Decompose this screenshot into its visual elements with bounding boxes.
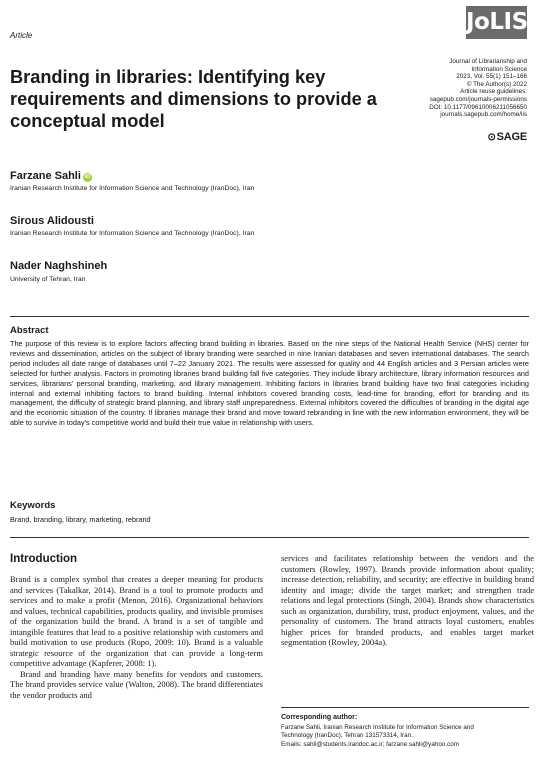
keywords-heading: Keywords: [10, 500, 56, 511]
body-paragraph: Brand is a complex symbol that creates a deeper meaning for products and services (Takalkar, 2014). Brand is a tool to promote products and services and to make a profit (Menon, 2016). Organizational behaviors and values, technical capabilities, products quality, and invisible promises of the organization build the brand. A brand is a set of tangible and intangible features that lead to a positive relationship with customers and build motivation to use products (Ropo, 2009: 10). Brand is a valuable strategic resource of the organization that can provide a long-term competitive advantage (Kapferer, 2008: 1).: [10, 574, 263, 669]
journal-home-link[interactable]: journals.sagepub.com/home/lis: [440, 111, 527, 119]
journal-info-line: Information Science: [471, 65, 527, 73]
doi-link[interactable]: DOI: 10.1177/09610006211056650: [429, 103, 527, 111]
corresponding-rule: [281, 707, 529, 708]
article-type-label: Article: [10, 31, 33, 40]
introduction-heading: Introduction: [10, 553, 78, 565]
corresponding-author-label: Corresponding author:: [281, 714, 358, 721]
abstract-text: The purpose of this review is to explore factors affecting brand building in libraries. Based on the nine steps of the National Health Service (NHS) center for reviews and dissemination, articles on the subject of library branding were searched in nine Iranian databases and seven international databases. The search period includes all date range of databases until 7–22 January 2021. The results were assessed for quality and 44 English articles and 3 Persian articles were selected for further analysis. Factors in promoting libraries brand building fall five categories. They include library architecture, library information resources and services, librarians' personal branding, marketing, and library management. Inhibiting factors in libraries brand building have two final categories including internal and external inhibiting factors to brand building. Internal inhibitors covered branding costs, lead-time for branding, effort for branding and its management, the difficulty of strategic brand planning, and library staff unpreparedness. External inhibitors covered the difficulties of branding in the digital age and the economic situation of the country. If libraries manage their brand and move toward rebranding in line with the new information environment, they will be able to survive in today's competitive world and build their true value in relationship with users.: [10, 339, 529, 428]
author-name: Sirous Alidousti: [10, 215, 94, 227]
journal-info-line: Article reuse guidelines:: [460, 88, 527, 96]
corresponding-line: Farzane Sahli, Iranian Research Institute for Information Science and: [281, 724, 474, 731]
journal-logo: JoLIS: [466, 6, 527, 39]
corresponding-line: Technology (IranDoc), Tehran 131573314, Iran.: [281, 732, 413, 740]
body-column-right: [281, 553, 534, 648]
corresponding-email[interactable]: Emails: sahli@students.irandoc.ac.ir; farzane.sahli@yahoo.com: [281, 740, 459, 748]
keywords-bottom-rule: [10, 537, 529, 538]
journal-info-line: Journal of Librarianship and: [449, 58, 527, 65]
orcid-icon[interactable]: iD: [84, 174, 91, 180]
author-name-text: Farzane Sahli: [10, 170, 81, 182]
body-paragraph: Brand and branding have many benefits for vendors and customers. The brand provides service value (Walton, 2008). The brand differentiates the vendor products and: [10, 668, 263, 701]
permissions-link[interactable]: sagepub.com/journals-permissions: [429, 95, 527, 103]
publisher-logo-text: SAGE: [496, 131, 527, 143]
author-name: Nader Naghshineh: [10, 260, 108, 272]
journal-info: [357, 58, 527, 119]
body-column-left: [10, 574, 263, 701]
author-name: [10, 170, 92, 182]
corresponding-author-details: [281, 724, 531, 749]
keywords-text: Brand, branding, library, marketing, rebrand: [10, 515, 151, 524]
author-affiliation: Iranian Research Institute for Information Science and Technology (IranDoc), Iran: [10, 185, 255, 192]
author-affiliation: Iranian Research Institute for Information Science and Technology (IranDoc), Iran: [10, 230, 255, 237]
abstract-heading: Abstract: [10, 325, 49, 336]
article-title: Branding in libraries: Identifying key requirements and dimensions to provide a conceptual model: [10, 67, 377, 131]
journal-info-line: © The Author(s) 2022: [466, 80, 527, 88]
author-affiliation: University of Tehran, Iran: [10, 276, 86, 283]
sage-circle-icon: ⊙: [487, 132, 496, 143]
publisher-logo: [487, 131, 527, 143]
abstract-top-rule: [10, 316, 529, 317]
body-paragraph: services and facilitates relationship between the vendors and the customers (Rowley, 1997). Brands provide information about quality; increase detection, reliability, and security; are effective in building brand identity and image; divide the target market; and strengthen trade relations and legal protections (Singh, 2004). Brands show characteristics such as organization, durability, trust, product enjoyment, values, and the personality of customers. The brand attracts loyal customers, enables higher prices for branded products, and enables target market segmentation (Rowley, 2004a).: [281, 553, 534, 648]
journal-info-line: 2023, Vol. 55(1) 151–166: [456, 73, 527, 81]
